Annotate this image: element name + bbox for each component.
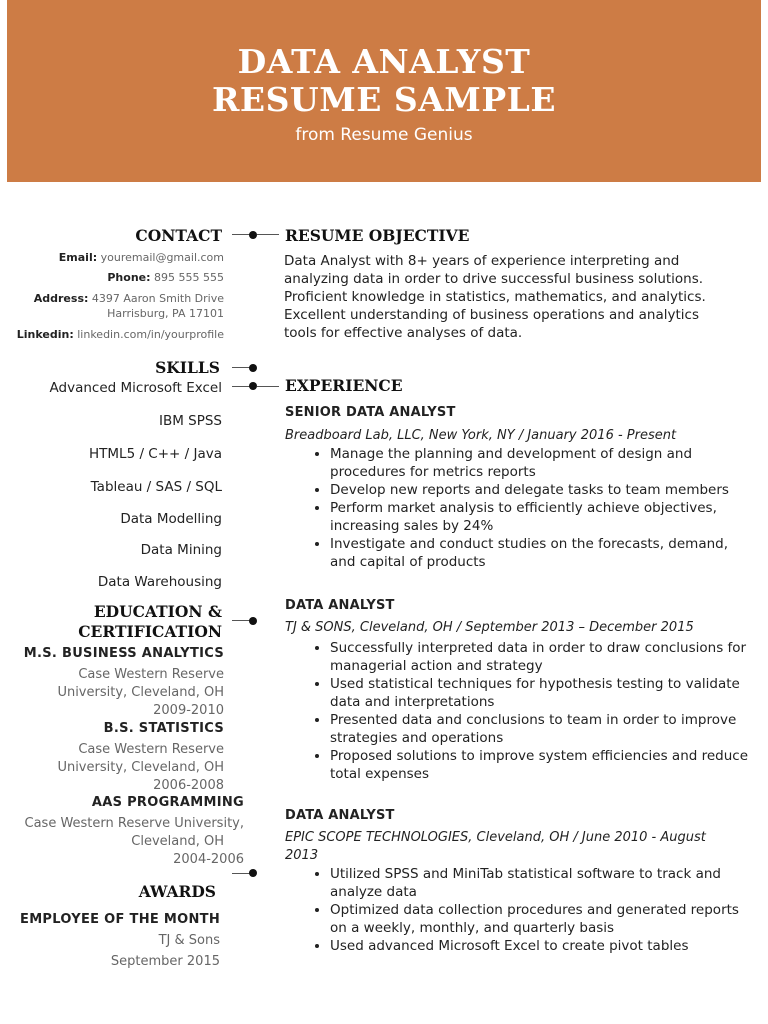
skill-item: IBM SPSS xyxy=(158,413,222,429)
skill-item: Advanced Microsoft Excel xyxy=(49,380,222,396)
education-years: 2009-2010 xyxy=(153,703,224,718)
email-label: Email: xyxy=(58,251,98,264)
award-title: EMPLOYEE OF THE MONTH xyxy=(20,912,220,927)
education-degree: M.S. BUSINESS ANALYTICS xyxy=(23,646,224,661)
education-years: 2004-2006 xyxy=(173,852,244,867)
job-company: Breadboard Lab, LLC, New York, NY / January 2016 - Present xyxy=(285,428,677,443)
objective-text: Data Analyst with 8+ years of experience interpreting and analyzing data in order to drive successful business solutions. Proficient knowledge in statistics, mathematics, and analytics. Excellent understanding of business operations and analytics tools for effective analyses of data. xyxy=(284,253,706,341)
awards-heading: AWARDS xyxy=(138,882,216,901)
award-date: September 2015 xyxy=(110,954,220,969)
job-bullet: • Successfully interpreted data in order to draw conclusions for managerial action and strategy xyxy=(330,639,750,675)
contact-email xyxy=(59,251,224,264)
header-banner xyxy=(7,0,761,182)
job-bullet: • Develop new reports and delegate tasks to team members xyxy=(330,481,750,499)
contact-address-2 xyxy=(107,307,224,320)
job-bullets xyxy=(300,865,750,955)
job-title: DATA ANALYST xyxy=(285,598,395,613)
job-bullets xyxy=(300,445,750,571)
job-bullet: • Used statistical techniques for hypothesis testing to validate data and interpretations xyxy=(330,675,750,711)
address-line-1: 4397 Aaron Smith Drive xyxy=(91,292,224,305)
education-school-line: Cleveland, OH xyxy=(131,834,224,849)
linkedin-label: Linkedin: xyxy=(16,328,74,341)
job-bullet: • Proposed solutions to improve system efficiencies and reduce total expenses xyxy=(330,747,750,783)
job-company: TJ & SONS, Cleveland, OH / September 2013 – December 2015 xyxy=(285,620,694,635)
job-bullet: • Used advanced Microsoft Excel to create pivot tables xyxy=(330,937,750,955)
education-degree: B.S. STATISTICS xyxy=(103,721,224,736)
job-company: EPIC SCOPE TECHNOLOGIES, Cleveland, OH / June 2010 - August 2013 xyxy=(285,830,706,863)
education-heading-line-2: CERTIFICATION xyxy=(78,622,222,641)
timeline-dot xyxy=(249,869,257,877)
timeline-connector xyxy=(257,234,279,235)
timeline-dot xyxy=(249,617,257,625)
address-line-2: Harrisburg, PA 17101 xyxy=(107,307,224,320)
email-value[interactable]: youremail@gmail.com xyxy=(100,251,224,264)
timeline-dot xyxy=(249,231,257,239)
objective-heading: RESUME OBJECTIVE xyxy=(285,226,470,245)
contact-phone xyxy=(107,271,224,284)
skill-item: Data Modelling xyxy=(120,511,222,527)
phone-label: Phone: xyxy=(107,271,151,284)
education-school-line: Case Western Reserve xyxy=(78,742,224,757)
job-title: SENIOR DATA ANALYST xyxy=(285,405,456,420)
skills-heading: SKILLS xyxy=(155,358,220,377)
experience-heading: EXPERIENCE xyxy=(285,376,403,395)
job-bullet: • Presented data and conclusions to team in order to improve strategies and operations xyxy=(330,711,750,747)
timeline-dot xyxy=(249,382,257,390)
skill-item: HTML5 / C++ / Java xyxy=(89,446,222,462)
title-line-2: RESUME SAMPLE xyxy=(212,80,556,119)
education-school-line: Case Western Reserve University, xyxy=(24,816,244,831)
job-bullet: • Utilized SPSS and MiniTab statistical software to track and analyze data xyxy=(330,865,750,901)
contact-heading: CONTACT xyxy=(135,226,222,245)
education-heading-line-1: EDUCATION & xyxy=(93,602,222,621)
education-school-line: University, Cleveland, OH xyxy=(57,760,224,775)
contact-address xyxy=(34,292,224,305)
job-bullets xyxy=(300,639,750,783)
skill-item: Data Warehousing xyxy=(97,574,222,590)
phone-value: 895 555 555 xyxy=(154,271,224,284)
job-title: DATA ANALYST xyxy=(285,808,395,823)
education-degree: AAS PROGRAMMING xyxy=(91,795,244,810)
education-school-line: University, Cleveland, OH xyxy=(57,685,224,700)
subtitle: from Resume Genius xyxy=(295,125,473,145)
education-years: 2006-2008 xyxy=(153,778,224,793)
award-org: TJ & Sons xyxy=(158,933,220,948)
job-bullet: • Perform market analysis to efficiently achieve objectives, increasing sales by 24% xyxy=(330,499,750,535)
job-bullet: • Investigate and conduct studies on the forecasts, demand, and capital of products xyxy=(330,535,750,571)
address-label: Address: xyxy=(33,292,89,305)
title-line-1: DATA ANALYST xyxy=(237,42,531,81)
skill-item: Tableau / SAS / SQL xyxy=(90,479,222,495)
timeline-connector xyxy=(257,386,279,387)
education-school-line: Case Western Reserve xyxy=(78,667,224,682)
job-bullet: • Optimized data collection procedures and generated reports on a weekly, monthly, and quarterly basis xyxy=(330,901,750,937)
job-bullet: • Manage the planning and development of design and procedures for metrics reports xyxy=(330,445,750,481)
contact-linkedin xyxy=(17,328,224,341)
skill-item: Data Mining xyxy=(140,542,222,558)
linkedin-value[interactable]: linkedin.com/in/yourprofile xyxy=(77,328,224,341)
timeline-dot xyxy=(249,364,257,372)
